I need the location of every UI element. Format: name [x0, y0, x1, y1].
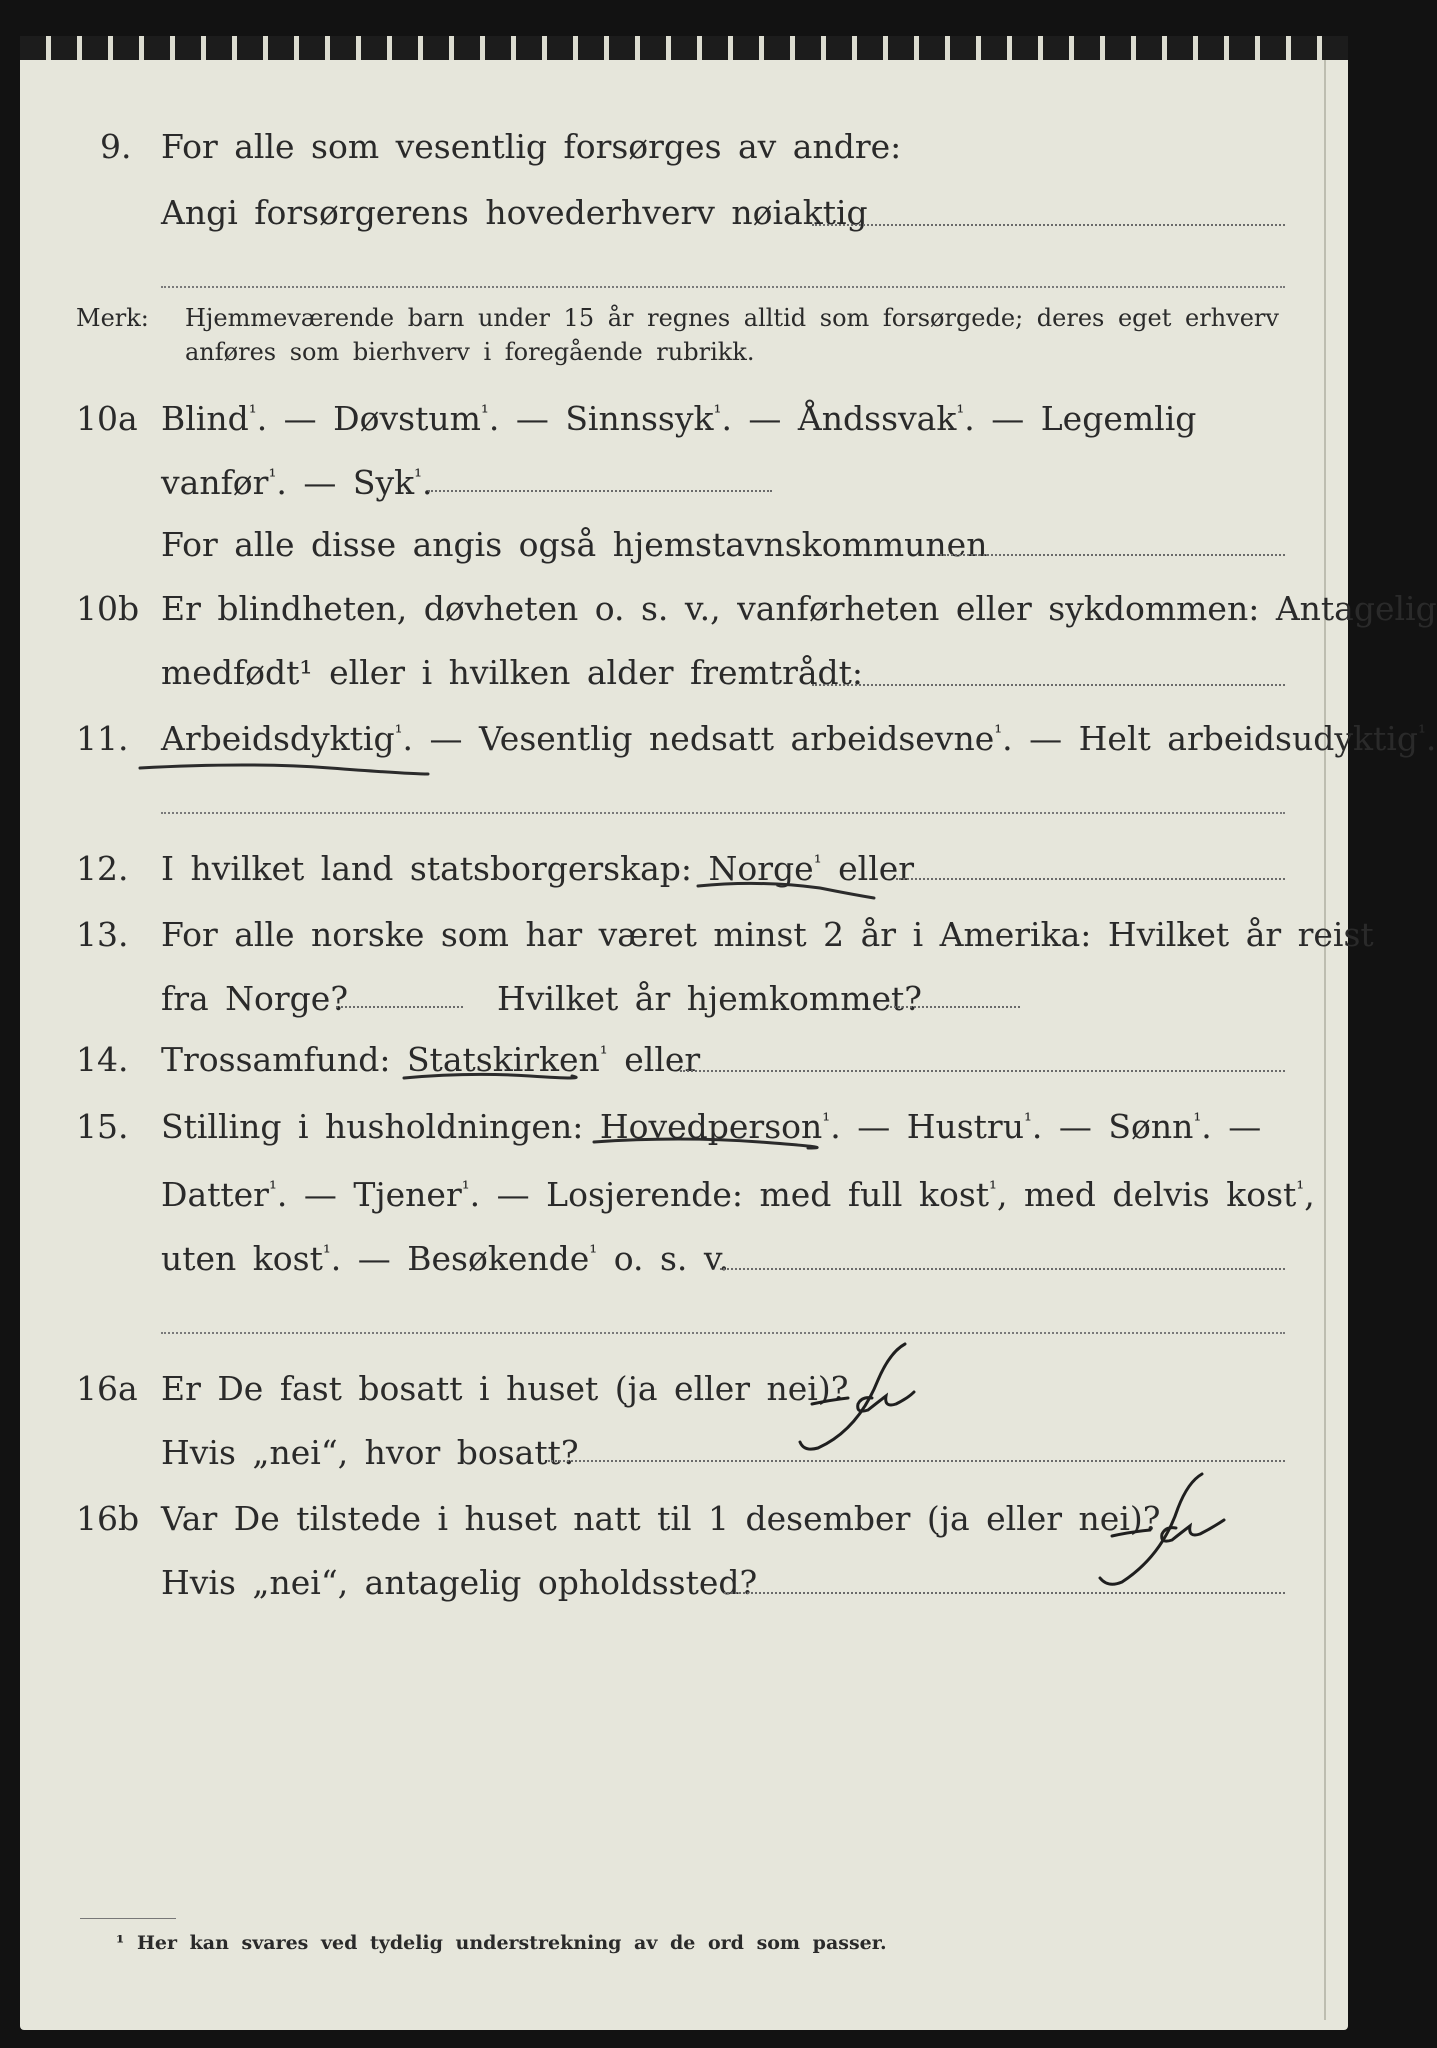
footnote: [116, 1934, 887, 1953]
sup-mark: ¹: [599, 1042, 608, 1066]
merk-label: Merk:: [76, 304, 149, 332]
q16b-number: 16b: [76, 1499, 140, 1538]
q11-extra-line[interactable]: [161, 812, 1285, 814]
census-form-page: [20, 36, 1348, 2030]
footnote-mark: ¹: [116, 1932, 125, 1954]
opt-hovedperson[interactable]: Hovedperson: [599, 1107, 823, 1146]
q15-line3: uten kost$^{^1}$. — Besøkende$^{^1}$ o. s. v.: [161, 1239, 730, 1278]
sup-mark: ¹: [248, 401, 257, 425]
sup-mark: ¹: [322, 1241, 331, 1265]
q10b-line2: medfødt¹ eller i hvilken alder fremtrådt:: [161, 653, 864, 692]
sup-mark: ¹: [822, 1109, 831, 1133]
q9-line1: For alle som vesentlig forsørges av andre:: [161, 127, 902, 166]
opt-statskirken[interactable]: Statskirken: [406, 1040, 600, 1079]
q13-reist-line[interactable]: [336, 1006, 463, 1008]
q13-number: 13.: [76, 915, 129, 954]
opt-andssvak[interactable]: Åndssvak: [797, 399, 957, 438]
q10b-number: 10b: [76, 589, 140, 628]
q14-line: [161, 1040, 701, 1079]
q16a-line2: Hvis „nei“, hvor bosatt?: [161, 1433, 579, 1472]
sup-mark: ¹: [956, 401, 965, 425]
q12-answer-line[interactable]: [896, 878, 1285, 880]
q15-line2: Datter$^{^1}$. — Tjener$^{^1}$. — Losjerende: med full kost$^{^1}$, med delvis kost$^{^1}$,: [161, 1175, 1315, 1214]
q14-answer-line[interactable]: [680, 1070, 1285, 1072]
sup-mark: ¹: [1296, 1177, 1305, 1201]
sup-mark: ¹: [1417, 721, 1426, 745]
opt-norge[interactable]: Norge: [708, 849, 814, 888]
opt-arbeidsdyktig[interactable]: Arbeidsdyktig: [161, 719, 395, 758]
scan-top-edge: [20, 36, 1348, 60]
q16b-line1: Var De tilstede i huset natt til 1 desember (ja eller nei)?: [161, 1499, 1161, 1538]
q16b-line2: Hvis „nei“, antagelig opholdssted?: [161, 1563, 758, 1602]
q16b-opholdssted-line[interactable]: [724, 1592, 1285, 1594]
footnote-text: Her kan svares ved tydelig understrekning av de ord som passer.: [136, 1932, 887, 1954]
q16a-bosatt-line[interactable]: [548, 1460, 1285, 1462]
q12-line: [161, 849, 915, 888]
opt-blind[interactable]: Blind: [161, 399, 249, 438]
opt-full-kost[interactable]: med full kost: [759, 1175, 990, 1214]
q9-line2: Angi forsørgerens hovederhverv nøiaktig: [161, 193, 868, 232]
opt-vanfor[interactable]: vanfør: [161, 463, 269, 502]
sup-mark: ¹: [268, 1177, 277, 1201]
sup-mark: ¹: [813, 851, 822, 875]
q10a-answer-line[interactable]: [428, 490, 772, 492]
q15-osv: o. s. v.: [613, 1239, 730, 1278]
opt-besokende[interactable]: Besøkende: [407, 1239, 590, 1278]
opt-delvis-kost[interactable]: med delvis kost: [1023, 1175, 1297, 1214]
q13-hjemkommet: Hvilket år hjemkommet?: [497, 979, 922, 1018]
q12-number: 12.: [76, 849, 129, 888]
sup-mark: ¹: [461, 1177, 470, 1201]
q15-label: Stilling i husholdningen:: [161, 1107, 584, 1146]
sup-mark: ¹: [989, 1177, 997, 1201]
q10a-line3: For alle disse angis også hjemstavnskommunen: [161, 525, 988, 564]
q14-label: Trossamfund:: [161, 1040, 391, 1079]
q11-line: Arbeidsdyktig$^{^1}$. — Vesentlig nedsatt arbeidsevne$^{^1}$. — Helt arbeidsudyktig$^{^1}$.: [161, 719, 1437, 758]
opt-legemlig[interactable]: Legemlig: [1040, 399, 1197, 438]
opt-syk[interactable]: Syk: [352, 463, 415, 502]
sup-mark: ¹: [994, 721, 1003, 745]
q10a-line1: Blind$^{^1}$. — Døvstum$^{^1}$. — Sinnssyk$^{^1}$. — Åndssvak$^{^1}$. — Legemlig: [161, 399, 1197, 438]
opt-sinnssyk[interactable]: Sinnssyk: [565, 399, 714, 438]
q14-eller: eller: [624, 1040, 701, 1079]
page-right-border: [1324, 60, 1326, 2020]
q13-hjemkommet-line[interactable]: [890, 1006, 1020, 1008]
opt-nedsatt-arbeidsevne[interactable]: Vesentlig nedsatt arbeidsevne: [479, 719, 995, 758]
q10a-hjemstavn-line[interactable]: [940, 554, 1285, 556]
q16a-number: 16a: [76, 1369, 138, 1408]
opt-arbeidsudyktig[interactable]: Helt arbeidsudyktig: [1078, 719, 1418, 758]
q15-line1: Stilling i husholdningen: Hovedperson$^{^1}$. — Hustru$^{^1}$. — Sønn$^{^1}$. —: [161, 1107, 1262, 1146]
sup-mark: ¹: [414, 465, 423, 489]
sup-mark: ¹: [480, 401, 489, 425]
q11-number: 11.: [76, 719, 129, 758]
q10b-line1: Er blindheten, døvheten o. s. v., vanførheten eller sykdommen: Antagelig: [161, 589, 1437, 628]
footnote-rule: [80, 1918, 176, 1919]
sup-mark: ¹: [713, 401, 722, 425]
opt-dovstum[interactable]: Døvstum: [333, 399, 481, 438]
opt-tjener[interactable]: Tjener: [353, 1175, 462, 1214]
merk-line2: anføres som bierhverv i foregående rubrikk.: [185, 338, 755, 366]
sup-mark: ¹: [268, 465, 277, 489]
q13-line1: For alle norske som har været minst 2 år i Amerika: Hvilket år reist: [161, 915, 1374, 954]
q9-number: 9.: [100, 127, 132, 166]
opt-hustru[interactable]: Hustru: [906, 1107, 1024, 1146]
opt-datter[interactable]: Datter: [161, 1175, 269, 1214]
sup-mark: ¹: [1193, 1109, 1202, 1133]
q10a-number: 10a: [76, 399, 138, 438]
q9-extra-line[interactable]: [161, 286, 1285, 288]
sup-mark: ¹: [589, 1241, 598, 1265]
q16a-line1: Er De fast bosatt i huset (ja eller nei)?: [161, 1369, 849, 1408]
q15-losjerende: Losjerende:: [546, 1175, 743, 1214]
q15-answer-line[interactable]: [720, 1268, 1285, 1270]
q10a-line2: vanfør$^{^1}$. — Syk$^{^1}$.: [161, 463, 433, 502]
q9-answer-line[interactable]: [812, 224, 1285, 226]
q14-number: 14.: [76, 1040, 129, 1079]
q13-reist: fra Norge?: [161, 979, 349, 1018]
merk-line1: Hjemmeværende barn under 15 år regnes alltid som forsørgede; deres eget erhverv: [185, 304, 1279, 332]
opt-uten-kost[interactable]: uten kost: [161, 1239, 323, 1278]
q12-label: I hvilket land statsborgerskap:: [161, 849, 693, 888]
sup-mark: ¹: [394, 721, 403, 745]
q10b-answer-line[interactable]: [812, 684, 1285, 686]
sup-mark: ¹: [1023, 1109, 1032, 1133]
q15-number: 15.: [76, 1107, 129, 1146]
q15-extra-line[interactable]: [161, 1332, 1285, 1334]
q12-eller: eller: [838, 849, 915, 888]
opt-sonn[interactable]: Sønn: [1108, 1107, 1194, 1146]
